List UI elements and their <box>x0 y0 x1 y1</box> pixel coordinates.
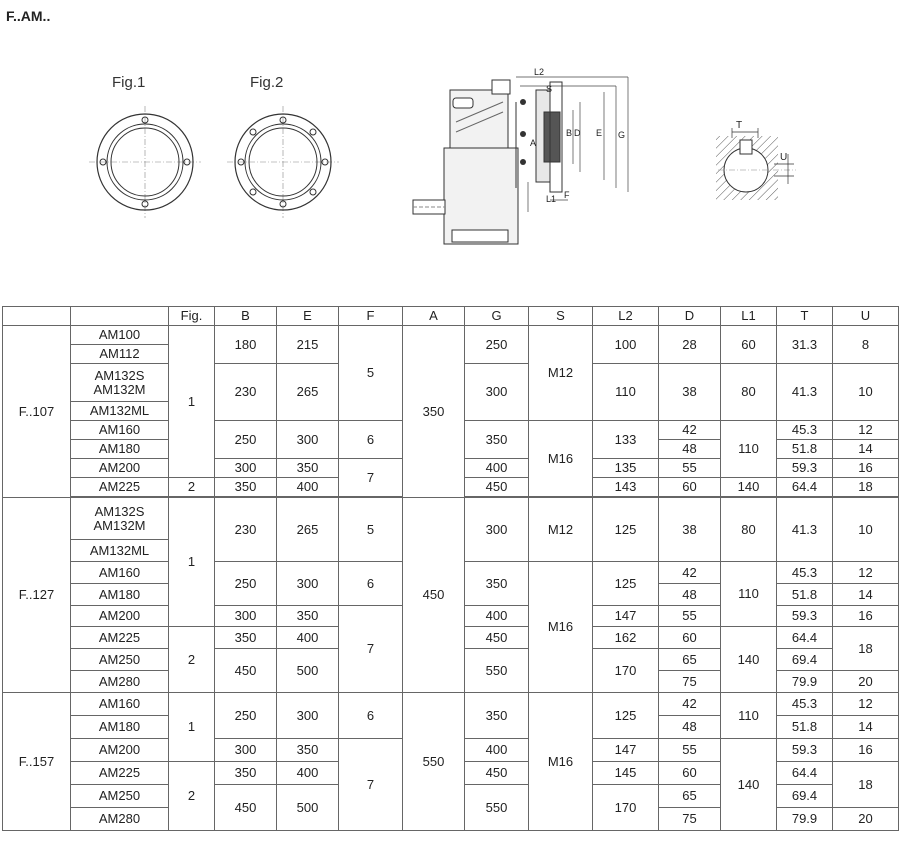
l2-cell: 170 <box>593 785 659 831</box>
motor-cell: AM250 <box>71 785 169 808</box>
fig1-flange-drawing <box>95 112 195 212</box>
u-cell: 14 <box>833 716 899 739</box>
u-cell: 12 <box>833 421 899 440</box>
dim-a-label: A <box>530 138 537 148</box>
u-cell: 20 <box>833 671 899 693</box>
d-cell: 75 <box>659 808 721 831</box>
b-cell: 300 <box>215 459 277 478</box>
col-header-g: G <box>465 307 529 326</box>
dim-g-label: G <box>618 130 626 140</box>
u-cell: 18 <box>833 762 899 808</box>
f-cell: 6 <box>339 421 403 459</box>
u-cell: 10 <box>833 498 899 562</box>
t-cell: 69.4 <box>777 785 833 808</box>
motor-cell: AM132ML <box>71 540 169 562</box>
t-cell: 45.3 <box>777 693 833 716</box>
motor-cell: AM225 <box>71 627 169 649</box>
d-cell: 42 <box>659 421 721 440</box>
d-cell: 48 <box>659 716 721 739</box>
motor-cell: AM200 <box>71 606 169 627</box>
l2-cell: 143 <box>593 478 659 497</box>
col-header-b: B <box>215 307 277 326</box>
keyway-section-drawing <box>712 118 802 208</box>
f-cell: 7 <box>339 606 403 693</box>
b-cell: 230 <box>215 498 277 562</box>
l1-cell: 80 <box>721 364 777 421</box>
e-cell: 300 <box>277 421 339 459</box>
g-cell: 300 <box>465 364 529 421</box>
u-cell: 20 <box>833 808 899 831</box>
d-cell: 60 <box>659 627 721 649</box>
e-cell: 265 <box>277 498 339 562</box>
e-cell: 350 <box>277 606 339 627</box>
b-cell: 350 <box>215 762 277 785</box>
t-cell: 31.3 <box>777 326 833 364</box>
e-cell: 500 <box>277 785 339 831</box>
d-cell: 38 <box>659 364 721 421</box>
col-header-f: F <box>339 307 403 326</box>
f-cell: 6 <box>339 693 403 739</box>
col-header-e: E <box>277 307 339 326</box>
l1-cell: 110 <box>721 562 777 627</box>
dim-u-label: U <box>780 152 788 163</box>
col-header-s: S <box>529 307 593 326</box>
col-header-fig: Fig. <box>169 307 215 326</box>
motor-cell: AM225 <box>71 762 169 785</box>
fig-cell: 1 <box>169 326 215 478</box>
l1-cell: 80 <box>721 498 777 562</box>
t-cell: 69.4 <box>777 649 833 671</box>
fig-cell: 1 <box>169 693 215 762</box>
motor-cell: AM132ML <box>71 402 169 421</box>
g-cell: 250 <box>465 326 529 364</box>
motor-cell: AM250 <box>71 649 169 671</box>
fig-cell: 2 <box>169 627 215 693</box>
page-title: F..AM.. <box>6 8 51 24</box>
b-cell: 300 <box>215 606 277 627</box>
u-cell: 12 <box>833 562 899 584</box>
motor-cell: AM160 <box>71 693 169 716</box>
l2-cell: 125 <box>593 562 659 606</box>
d-cell: 42 <box>659 693 721 716</box>
dim-e-label: E <box>596 128 603 138</box>
f-cell: 5 <box>339 326 403 421</box>
b-cell: 250 <box>215 693 277 739</box>
d-cell: 55 <box>659 739 721 762</box>
g-cell: 400 <box>465 459 529 478</box>
t-cell: 59.3 <box>777 606 833 627</box>
l1-cell: 110 <box>721 693 777 739</box>
col-header <box>3 307 71 326</box>
l1-cell: 60 <box>721 326 777 364</box>
motor-cell: AM200 <box>71 459 169 478</box>
t-cell: 79.9 <box>777 808 833 831</box>
l2-cell: 162 <box>593 627 659 649</box>
motor-cell: AM100 <box>71 326 169 345</box>
motor-name: AM132S <box>94 367 145 383</box>
dim-t-label: T <box>736 120 743 131</box>
l1-cell: 140 <box>721 627 777 693</box>
g-cell: 450 <box>465 627 529 649</box>
s-cell: M16 <box>529 562 593 693</box>
e-cell: 500 <box>277 649 339 693</box>
d-cell: 65 <box>659 785 721 808</box>
e-cell: 350 <box>277 739 339 762</box>
d-cell: 42 <box>659 562 721 584</box>
b-cell: 230 <box>215 364 277 421</box>
l2-cell: 125 <box>593 498 659 562</box>
u-cell: 16 <box>833 459 899 478</box>
a-cell: 450 <box>403 498 465 693</box>
t-cell: 51.8 <box>777 440 833 459</box>
s-cell: M12 <box>529 498 593 562</box>
g-cell: 350 <box>465 421 529 459</box>
model-cell: F..157 <box>3 693 71 831</box>
motor-cell: AM225 <box>71 478 169 497</box>
col-header-a: A <box>403 307 465 326</box>
d-cell: 38 <box>659 498 721 562</box>
b-cell: 350 <box>215 478 277 497</box>
dim-f-label: F <box>564 190 570 200</box>
l2-cell: 147 <box>593 606 659 627</box>
motor-cell: AM180 <box>71 440 169 459</box>
l2-cell: 100 <box>593 326 659 364</box>
motor-cell: AM112 <box>71 345 169 364</box>
table-header-row <box>3 307 899 326</box>
l2-cell: 125 <box>593 693 659 739</box>
d-cell: 48 <box>659 584 721 606</box>
u-cell: 16 <box>833 606 899 627</box>
b-cell: 350 <box>215 627 277 649</box>
table-row <box>3 693 899 716</box>
l2-cell: 135 <box>593 459 659 478</box>
d-cell: 48 <box>659 440 721 459</box>
motor-cell: AM160 <box>71 421 169 440</box>
t-cell: 45.3 <box>777 562 833 584</box>
b-cell: 250 <box>215 421 277 459</box>
s-cell: M16 <box>529 421 593 497</box>
fig2-flange-drawing <box>233 112 333 212</box>
u-cell: 10 <box>833 364 899 421</box>
d-cell: 75 <box>659 671 721 693</box>
gear-unit-drawing <box>408 62 638 262</box>
b-cell: 450 <box>215 649 277 693</box>
b-cell: 180 <box>215 326 277 364</box>
model-cell: F..127 <box>3 498 71 693</box>
col-header-l2: L2 <box>593 307 659 326</box>
f-cell: 7 <box>339 459 403 497</box>
t-cell: 59.3 <box>777 739 833 762</box>
col-header-d: D <box>659 307 721 326</box>
model-cell: F..107 <box>3 326 71 498</box>
motor-cell: AM180 <box>71 716 169 739</box>
e-cell: 350 <box>277 459 339 478</box>
u-cell: 8 <box>833 326 899 364</box>
t-cell: 45.3 <box>777 421 833 440</box>
s-cell: M16 <box>529 693 593 831</box>
g-cell: 400 <box>465 739 529 762</box>
t-cell: 51.8 <box>777 584 833 606</box>
l2-cell: 170 <box>593 649 659 693</box>
motor-cell: AM280 <box>71 671 169 693</box>
d-cell: 65 <box>659 649 721 671</box>
l2-cell: 145 <box>593 762 659 785</box>
l2-cell: 147 <box>593 739 659 762</box>
table-row <box>3 498 899 540</box>
col-header-l1: L1 <box>721 307 777 326</box>
l1-cell: 140 <box>721 478 777 497</box>
g-cell: 450 <box>465 478 529 497</box>
dim-l2-label: L2 <box>534 67 545 77</box>
e-cell: 215 <box>277 326 339 364</box>
d-cell: 60 <box>659 762 721 785</box>
g-cell: 550 <box>465 649 529 693</box>
fig-cell: 2 <box>169 762 215 831</box>
e-cell: 300 <box>277 693 339 739</box>
motor-cell: AM160 <box>71 562 169 584</box>
fig-cell: 2 <box>169 478 215 497</box>
t-cell: 59.3 <box>777 459 833 478</box>
col-header-t: T <box>777 307 833 326</box>
motor-name: AM132M <box>93 381 146 397</box>
g-cell: 400 <box>465 606 529 627</box>
t-cell: 64.4 <box>777 627 833 649</box>
b-cell: 450 <box>215 785 277 831</box>
l1-cell: 140 <box>721 739 777 831</box>
u-cell: 14 <box>833 584 899 606</box>
d-cell: 55 <box>659 459 721 478</box>
l1-cell: 110 <box>721 421 777 478</box>
motor-name: AM132M <box>93 517 146 533</box>
fig-cell: 1 <box>169 498 215 627</box>
b-cell: 300 <box>215 739 277 762</box>
u-cell: 14 <box>833 440 899 459</box>
d-cell: 28 <box>659 326 721 364</box>
g-cell: 350 <box>465 693 529 739</box>
u-cell: 12 <box>833 693 899 716</box>
motor-cell <box>71 364 169 402</box>
e-cell: 400 <box>277 762 339 785</box>
f-cell: 6 <box>339 562 403 606</box>
g-cell: 300 <box>465 498 529 562</box>
col-header <box>71 307 169 326</box>
motor-cell: AM200 <box>71 739 169 762</box>
f-cell: 5 <box>339 498 403 562</box>
d-cell: 60 <box>659 478 721 497</box>
b-cell: 250 <box>215 562 277 606</box>
dim-b-label: B <box>566 128 573 138</box>
s-cell: M12 <box>529 326 593 421</box>
dim-d-label: D <box>574 128 581 138</box>
d-cell: 55 <box>659 606 721 627</box>
u-cell: 18 <box>833 627 899 671</box>
dimension-table <box>2 306 899 831</box>
table-row <box>3 326 899 345</box>
t-cell: 64.4 <box>777 478 833 497</box>
g-cell: 450 <box>465 762 529 785</box>
a-cell: 350 <box>403 326 465 498</box>
motor-cell: AM180 <box>71 584 169 606</box>
l2-cell: 110 <box>593 364 659 421</box>
e-cell: 400 <box>277 478 339 497</box>
t-cell: 79.9 <box>777 671 833 693</box>
fig1-label: Fig.1 <box>112 74 146 91</box>
f-cell: 7 <box>339 739 403 831</box>
a-cell: 550 <box>403 693 465 831</box>
t-cell: 51.8 <box>777 716 833 739</box>
t-cell: 64.4 <box>777 762 833 785</box>
dim-l1-label: L1 <box>546 194 557 204</box>
l2-cell: 133 <box>593 421 659 459</box>
g-cell: 350 <box>465 562 529 606</box>
e-cell: 265 <box>277 364 339 421</box>
g-cell: 550 <box>465 785 529 831</box>
u-cell: 16 <box>833 739 899 762</box>
u-cell: 18 <box>833 478 899 497</box>
e-cell: 300 <box>277 562 339 606</box>
motor-cell <box>71 498 169 540</box>
e-cell: 400 <box>277 627 339 649</box>
motor-cell: AM280 <box>71 808 169 831</box>
col-header-u: U <box>833 307 899 326</box>
fig2-label: Fig.2 <box>250 74 284 91</box>
t-cell: 41.3 <box>777 498 833 562</box>
dim-s-label: S <box>546 84 553 94</box>
t-cell: 41.3 <box>777 364 833 421</box>
motor-name: AM132S <box>94 503 145 519</box>
